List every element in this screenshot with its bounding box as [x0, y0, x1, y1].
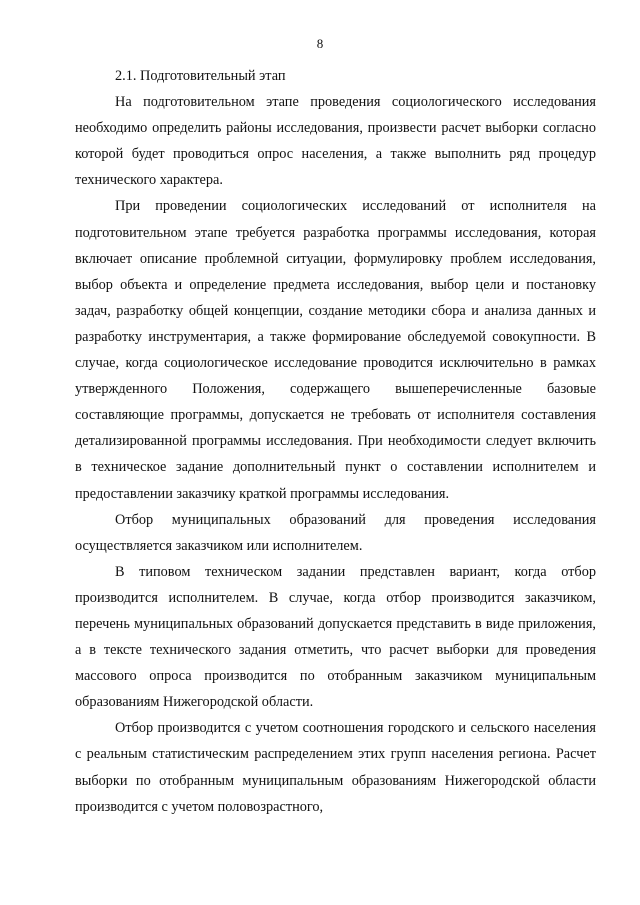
paragraph-municipality-selection: Отбор муниципальных образований для проведения исследования осуществляется заказчиком или исполнителем.	[75, 511, 596, 554]
paragraph-program-development: При проведении социологических исследований от исполнителя на подготовительном этапе требуется разработка программы исследования, которая включает описание проблемной ситуации, формулировку проблем исследования, выбор объекта и определение предмета исследования, выбор цели и постановку задач, разработку общей концепции, создание методики сбора и анализа данных и разработку инструментария, а также формирование обследуемой совокупности. В случае, когда социологическое исследование проводится исключительно в рамках утвержденного Положения, содержащего вышеперечисленные базовые составляющие программы, допускается не требовать от исполнителя составления детализированной программы исследования. При необходимости следует включить в техническое задание дополнительный пункт о составлении исполнителем и предоставлении заказчику краткой программы исследования.	[75, 198, 596, 502]
page-number: 8	[316, 36, 324, 51]
section-heading: 2.1. Подготовительный этап	[115, 68, 286, 84]
document-body	[75, 63, 596, 820]
paragraph-standard-specification: В типовом техническом задании представлен вариант, когда отбор производится исполнителем. В случае, когда отбор производится заказчиком, перечень муниципальных образований допускается представить в виде приложения, а в тексте технического задания отметить, что расчет выборки для проведения массового опроса производится по отобранным заказчиком муниципальным образованиям Нижегородской области.	[75, 563, 596, 711]
paragraph-sampling: Отбор производится с учетом соотношения городского и сельского населения с реальным статистическим распределением этих групп населения региона. Расчет выборки по отобранным муниципальным образованиям Нижегородской области производится с учетом половозрастного,	[75, 720, 596, 815]
paragraph-intro: На подготовительном этапе проведения социологического исследования необходимо определить районы исследования, произвести расчет выборки согласно которой будет проводиться опрос населения, а также выполнить ряд процедур технического характера.	[75, 94, 596, 189]
